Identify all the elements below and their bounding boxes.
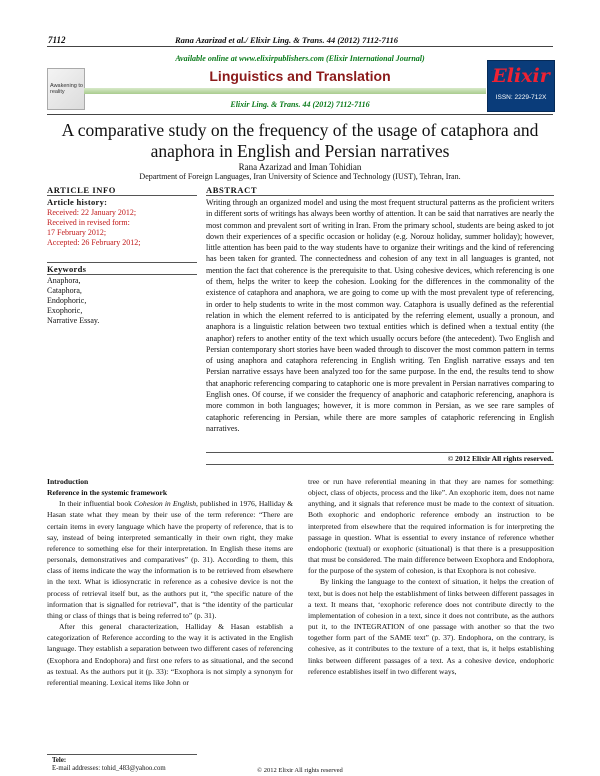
availability-line[interactable]: Available online at www.elixirpublishers.com (Elixir International Journal) [175,54,425,63]
authors: Rana Azarizad and Iman Tohidian [238,162,362,172]
introduction-heading: Introduction [47,477,89,486]
journal-name: Linguistics and Translation [209,68,391,84]
elixir-logo-issn: ISSN: 2229-712X [495,94,547,101]
publisher-logo-text: Awakening to reality [50,83,83,95]
body-column-left [47,476,293,688]
running-citation: Rana Azarizad et al./ Elixir Ling. & Trans. 44 (2012) 7112-7116 [175,35,398,45]
footer-copyright: © 2012 Elixir All rights reserved [257,767,343,774]
footnote-rule [47,754,197,755]
footnote-email: E-mail addresses: tohid_483@yahoo.com [52,765,166,772]
footnote-tele: Tele: [52,757,67,764]
abstract-rule-bottom [206,452,554,453]
elixir-logo-name: Elixir [492,65,550,87]
keywords-rule [47,262,197,263]
keywords-label: Keywords [47,264,87,274]
paper-title: A comparative study on the frequency of the usage of cataphora and anaphora in English and Persian narratives [61,120,539,161]
abstract-rule [206,195,554,196]
keyword: Anaphora, [47,276,81,285]
abstract-text: Writing through an organized model and using the most frequent structural patterns as the proficient writers in different sorts of writings has always been worthy of attention. It can be said that narratives are nearly the most common and prevalent sort of writing in Iran. From the primary school, students are being asked to jot down their experiences of a specific occasion or holiday (e.g. Norouz holiday, summer holiday); however, little attention has been paid to the way students have to organize their writings and the kind of referencing has been taken for granted. The connectedness and cohesion of any text in all languages is granted, not mention the fact that coherence is the prerequisite to that. Using cohesive devices, which referencing is one of them, helps the writer to keep the cohesion. Looking for the differences in the commonality of the existence of cataphora and anaphora, we are going to come up with the most prevalent type of referencing, in order to help students to write in the most common way. Cataphora is usually defined as the referential relation in which the element referred to is anticipated by the referring element, usually a pronoun, and anaphora is a linguistic relation between two textual entities which is defined when a textual entity (the anaphor) refers to another entity of the text which usually occurs before (the antecedent). Two English and Persian contemporary short stories have been waded through to discover the most common pattern in terms of using anaphora and cataphora referencing in English writing. Ten English narrative essays and ten Persian narrative essays have been analyzed too for the same purpose. In the end, the results tend to show that anaphoric referencing comparing to cataphoric one is more prevalent in Persian narratives comparing to English ones. Of course, if we consider the frequency of anaphoric and cataphoric referencing, anaphora is more common in both languages; however, it is more common in Persian, as we see rare samples of cataphoric referencing in Persian, while there are more samples of cataphoric referencing in English narratives. [206,198,554,433]
keywords-rule-bottom [47,274,197,275]
keyword: Cataphora, [47,286,82,295]
history-item: Received: 22 January 2012; [47,208,137,217]
keyword: Endophoric, [47,296,87,305]
body-paragraph [47,498,293,621]
page-number: 7112 [48,35,66,45]
header-rule-bottom [47,114,553,115]
history-item: Received in revised form: [47,218,130,227]
body-paragraph: By linking the language to the context of situation, it helps the creation of text, but is does not help the establishment of links between different passages in a text. It means that, ‘exophoric reference does not contribute directly to the implementation of cohesion in a text, since it does not contribute, as the authors put it, to the INTEGRATION of one passage with another so that the two together form part of the SAME text” (p. 37). Endophora, on the contrary, is cohesive, as it contributes to the texture of a text, that is, it helps establishing links between different passages of a text. As a cohesive device, endophoric reference establishes itself in two different ways, [308,577,554,676]
abstract-copyright: © 2012 Elixir All rights reserved. [447,454,553,463]
affiliation: Department of Foreign Languages, Iran University of Science and Technology (IUST), Tehran, Iran. [139,172,461,181]
subsection-heading: Reference in the systemic framework [47,488,168,498]
abstract-label: ABSTRACT [206,185,258,195]
history-item: Accepted: 26 February 2012; [47,238,141,247]
body-paragraph: tree or run have referential meaning in that they are names for something: object, class of objects, process and the like”. An exophoric item, does not name anything, and it signals that reference must be made to the context of situation. Both exophoric and endophoric reference embody an instruction to be interpreted from elsewhere that the required information is for interpreting the passage in question. What is essential to every instance of reference whether endophoric (textual) or exophoric (situational) is that there is a presupposition that must be considered. The main difference between Exophora and Endophora, for the purpose of the system of cohesion, is that Exophora is not cohesive. [308,477,554,576]
keyword: Narrative Essay. [47,316,100,325]
body-column-right [308,476,554,677]
journal-citation: Elixir Ling. & Trans. 44 (2012) 7112-7116 [230,100,370,109]
header-rule [47,46,553,47]
book-title: Cohesion in English [134,499,197,509]
paragraph-text: , published in 1976, Halliday & Hasan state what they mean by their use of the term reference: “There are certain items in every language which have the property of reference, that is to say, instead of being interpreted semantically in their own right, they make reference to something else for their interpretation. In English these items are personals, demonstratives and comparatives” (p. 31). According to them, this class of items indicate the way the information is to be retrieved from elsewhere in the text. What is idiosyncratic in reference as a cohesive device is not the process of retrieval itself but, as the authors put it, “the specific nature of the information that is signalled for retrieval”, that is “the identity of the particular thing or class of things that is being referred to” (p. 31). [47,499,293,620]
elixir-logo [487,60,555,112]
article-history-label: Article history: [47,197,108,207]
history-item: 17 February 2012; [47,228,107,237]
body-paragraph: After this general characterization, Halliday & Hasan establish a categorization of Reference according to the way it is activated in the English language. They establish a separation between two different cases of referencing (Exophora and Endophora) and first one refers to as situational, and the second as textual. As the authors put it (p. 33): “Exophora is not simply a synonym for referential meaning. Lexical items like John or [47,622,293,687]
paragraph-text: In their influential book [59,499,135,509]
journal-banner-bar [84,88,486,94]
article-info-rule [47,195,197,196]
article-info-label: ARTICLE INFO [47,185,117,195]
abstract-rule-end [206,464,554,465]
keyword: Exophoric, [47,306,83,315]
